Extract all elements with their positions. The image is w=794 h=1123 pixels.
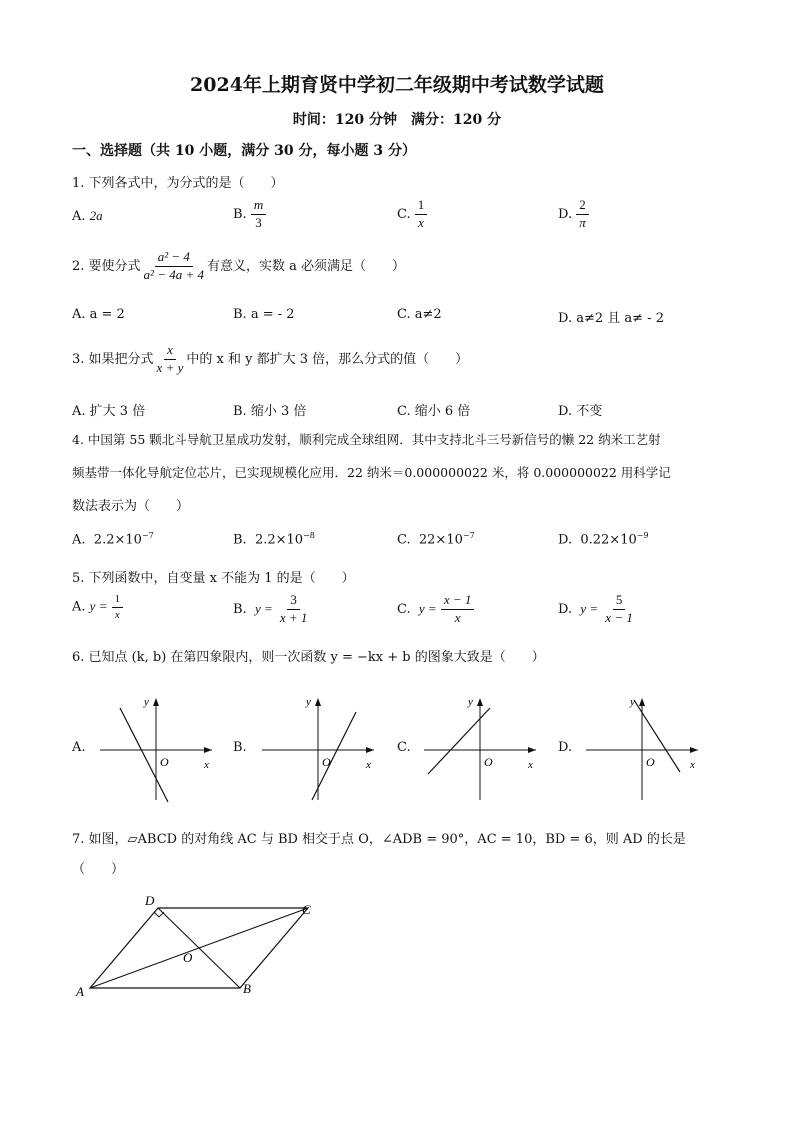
q6-graph-b <box>252 690 382 810</box>
x-axis-label: x <box>204 759 209 771</box>
x-axis-label: x <box>528 759 533 771</box>
q3-option-c: C. 缩小 6 倍 <box>397 404 471 419</box>
q6-graph-c <box>414 690 544 810</box>
y-axis-arrow <box>315 698 321 706</box>
q4-line-2: 频基带一体化导航定位芯片，已实现规模化应用．22 纳米＝0.000000022 米，将 0.000000022 用科学记 <box>72 465 671 480</box>
y-axis-arrow <box>639 698 645 706</box>
q1-c-label: C. <box>397 206 411 222</box>
q6-label-d: D. <box>558 740 573 755</box>
point-o-label: O <box>183 950 193 965</box>
origin-label: O <box>484 755 493 769</box>
q5-option-c: C. y = $\frac{x - 1}{x}$ <box>397 593 474 626</box>
q5-stem: 5. 下列函数中，自变量 x 不能为 1 的是（ ） <box>72 571 355 586</box>
q3-option-a: A. 扩大 3 倍 <box>72 404 146 419</box>
y-axis-arrow <box>153 698 159 706</box>
q2-option-c: C. a≠2 <box>397 307 442 322</box>
x-axis-label: x <box>366 759 371 771</box>
q4-option-b: B. $2.2\times 10^{-8}$ <box>233 531 315 548</box>
q1-a-expr: 2a <box>89 208 103 223</box>
q4-line-3: 数法表示为（ ） <box>72 499 190 514</box>
x-axis-arrow <box>690 747 698 753</box>
exam-title: 2024年上期育贤中学初二年级期中考试数学试题 <box>190 74 604 96</box>
q4-option-c: C. $22\times 10^{-7}$ <box>397 531 475 548</box>
y-axis-label: y <box>144 696 149 708</box>
x-axis-arrow <box>204 747 212 753</box>
q1-b-fraction: $\frac{m}{3}$ <box>251 198 266 231</box>
y-axis-label: y <box>468 696 473 708</box>
q4-option-d: D. $0.22\times 10^{-9}$ <box>558 531 649 548</box>
q3-fraction: $\frac{x}{x + y}$ <box>156 342 184 375</box>
section-heading: 一、选择题（共 10 小题，满分 30 分，每小题 3 分） <box>72 143 416 159</box>
q1-d-label: D. <box>558 206 573 222</box>
q5-option-a: A. y = $\frac{1}{x}$ <box>72 593 123 621</box>
q7-parallelogram-figure <box>70 890 330 1005</box>
function-line <box>634 700 680 772</box>
q5-a-fraction: $\frac{1}{x}$ <box>112 593 124 621</box>
q1-stem: 1. 下列各式中，为分式的是（ ） <box>72 176 284 191</box>
q1-option-d <box>558 198 589 231</box>
q1-c-fraction: $\frac{1}{x}$ <box>415 198 428 231</box>
y-axis-label: y <box>630 696 635 708</box>
q6-stem: 6. 已知点 (k, b) 在第四象限内，则一次函数 y = −kx + b 的图象大致是（ ） <box>72 650 545 665</box>
q6-label-b: B. <box>233 740 247 755</box>
q1-a-label: A. <box>72 209 86 224</box>
q6-graph-d <box>576 690 706 810</box>
x-axis-arrow <box>528 747 536 753</box>
origin-label: O <box>322 755 331 769</box>
q1-b-label: B. <box>233 206 247 222</box>
x-axis-arrow <box>366 747 374 753</box>
q2-fraction: $\frac{\text{a² − 4}}{\text{a² − 4a + 4}}$ <box>143 249 204 282</box>
q7-line-1: 7. 如图，▱ABCD 的对角线 AC 与 BD 相交于点 O，∠ADB = 90°，AC = 10，BD = 6，则 AD 的长是 <box>72 832 686 847</box>
function-line <box>428 708 490 774</box>
q5-d-fraction: $\frac{5}{x - 1}$ <box>605 592 633 625</box>
q4-option-a: A. $2.2\times 10^{-7}$ <box>72 531 154 548</box>
q2-option-a: A. a = 2 <box>72 307 125 322</box>
q6-label-a: A. <box>72 740 86 755</box>
q5-c-fraction: $\frac{x - 1}{x}$ <box>441 593 475 626</box>
q3-option-d: D. 不变 <box>558 404 603 419</box>
q1-option-c <box>397 198 427 231</box>
q3-stem: 3. 如果把分式 $\frac{x}{x + y}$ 中的 x 和 y 都扩大 3 倍，那么分式的值（ ） <box>72 342 469 375</box>
origin-label: O <box>160 755 169 769</box>
q5-option-b: B. y = $\frac{3}{x + 1}$ <box>233 593 310 626</box>
point-d-label: D <box>145 893 155 908</box>
point-b-label: B <box>243 981 251 996</box>
q7-line-2: （ ） <box>72 862 125 877</box>
q1-option-a <box>72 208 103 224</box>
q2-option-d: D. a≠2 且 a≠ - 2 <box>558 311 664 326</box>
q4-line-1: 4. 中国第 55 颗北斗导航卫星成功发射，顺利完成全球组网．其中支持北斗三号新信号的懒 22 纳米工艺射 <box>72 432 661 447</box>
exam-subtitle: 时间：120 分钟 满分：120 分 <box>292 112 502 128</box>
point-c-label: C <box>302 902 311 917</box>
diagonal-bd <box>158 908 240 988</box>
q1-option-b <box>233 198 266 231</box>
y-axis-arrow <box>477 698 483 706</box>
y-axis-label: y <box>306 696 311 708</box>
origin-label: O <box>646 755 655 769</box>
x-axis-label: x <box>690 759 695 771</box>
q5-b-fraction: $\frac{3}{x + 1}$ <box>279 592 308 625</box>
point-a-label: A <box>76 984 84 999</box>
function-line <box>312 712 356 800</box>
q6-label-c: C. <box>397 740 411 755</box>
q1-d-fraction: $\frac{2}{\pi}$ <box>576 198 589 231</box>
q3-option-b: B. 缩小 3 倍 <box>233 404 307 419</box>
q6-graph-a <box>90 690 220 810</box>
q5-option-d: D. y = $\frac{5}{x - 1}$ <box>558 593 636 626</box>
q2-option-b: B. a = - 2 <box>233 307 295 322</box>
q2-stem: 2. 要使分式 $\frac{\text{a² − 4}}{\text{a² − 4a + 4}}$ 有意义，实数 a 必须满足（ ） <box>72 249 406 282</box>
